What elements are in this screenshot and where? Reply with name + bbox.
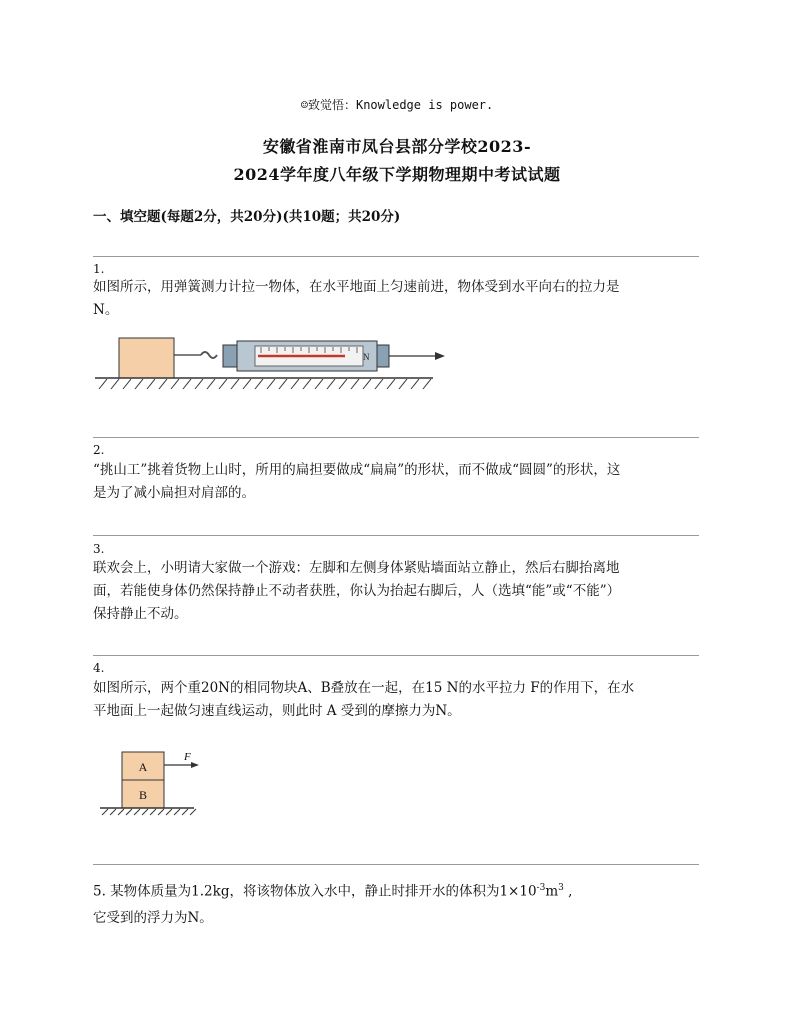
scale-unit-label: N	[363, 352, 370, 362]
question-2-text	[93, 459, 705, 505]
question-5-suffix: ,	[563, 883, 573, 900]
unit: m	[545, 883, 559, 900]
question-number: 4.	[93, 661, 105, 675]
divider	[93, 655, 699, 656]
force-label: F	[184, 751, 191, 763]
block	[119, 338, 174, 378]
question-text-line: 保持静止不动。	[93, 606, 188, 622]
question-4-text	[93, 677, 705, 723]
question-text-line: “挑山工”挑着货物上山时，所用的扁担要做成“扁扁”的形状，而不做成“圆圆”的形状，这	[93, 462, 621, 478]
force-arrow-head	[191, 762, 199, 768]
question-number: 2.	[93, 443, 105, 457]
question-text-line: N。	[93, 302, 119, 318]
question-text-line: 联欢会上，小明请大家做一个游戏：左脚和左侧身体紧贴墙面站立静止，然后右脚抬离地	[93, 560, 620, 576]
question-text-line: 如图所示，两个重20N的相同物块A、B叠放在一起，在15 N的水平拉力 F的作用下，在水	[93, 680, 635, 696]
question-5-prefix: 5. 某物体质量为1.2kg，将该物体放入水中，静止时排开水的体积为1×10	[93, 883, 537, 900]
divider	[93, 437, 699, 438]
block-a-label: A	[138, 760, 148, 774]
stacked-blocks-figure	[98, 748, 208, 818]
divider	[93, 535, 699, 536]
question-text-line	[93, 877, 572, 903]
divider	[93, 256, 699, 257]
question-3-text	[93, 557, 705, 626]
hook	[201, 352, 217, 358]
ground-hatch	[99, 379, 431, 389]
scale-end-right	[377, 345, 389, 367]
question-text-line: 是为了减小扁担对肩部的。	[93, 485, 255, 501]
question-text-line: 如图所示，用弹簧测力计拉一物体，在水平地面上匀速前进，物体受到水平向右的拉力是	[93, 279, 620, 295]
motto: ☺致觉悟：Knowledge is power.	[300, 98, 494, 112]
question-1-text	[93, 276, 705, 322]
question-number: 1.	[93, 262, 105, 276]
question-text-line: 它受到的浮力为N。	[93, 909, 213, 926]
question-text-line: 面，若能使身体仍然保持静止不动者获胜，你认为抬起右脚后，人（选填“能”或“不能”）	[93, 583, 621, 599]
spring-scale-figure	[95, 335, 445, 395]
ground-hatch	[102, 809, 196, 815]
scale-end-left	[223, 345, 237, 367]
document-title-line-1: 安徽省淮南市凤台县部分学校2023-	[262, 137, 532, 156]
question-number: 3.	[93, 542, 105, 556]
exponent: -3	[536, 883, 546, 893]
pull-arrow-head	[435, 352, 445, 360]
block-b-label: B	[138, 788, 148, 802]
divider	[93, 864, 699, 865]
section-header: 一、填空题(每题2分，共20分)(共10题；共20分)	[93, 209, 401, 225]
question-text-line: 平地面上一起做匀速直线运动，则此时 A 受到的摩擦力为N。	[93, 703, 461, 719]
document-title-line-2: 2024学年度八年级下学期物理期中考试试题	[233, 165, 561, 184]
question-5-text	[93, 877, 572, 929]
unit-exponent: 3	[558, 883, 564, 893]
